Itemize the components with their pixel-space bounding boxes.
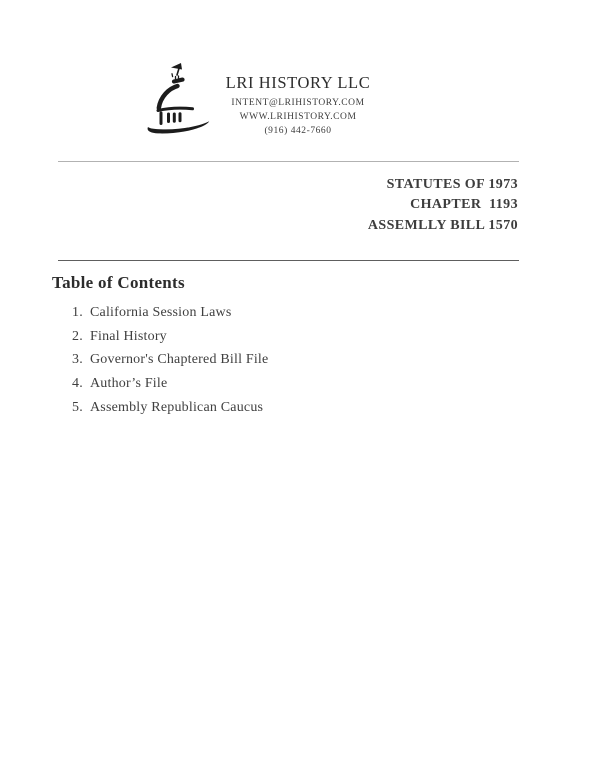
statutes-line: STATUTES OF 1973 [386, 176, 518, 192]
company-name: LRI HISTORY LLC [225, 73, 371, 92]
toc-item-label: California Session Laws [90, 305, 232, 320]
contact-info [188, 96, 408, 138]
toc-item-number: 1. [72, 305, 83, 320]
toc-heading: Table of Contents [52, 273, 185, 292]
horizontal-rule-top [58, 161, 519, 163]
toc-item-number: 4. [72, 376, 83, 392]
toc-item [72, 348, 268, 372]
toc-item-label: Author’s File [90, 376, 168, 392]
toc-item-number: 5. [72, 399, 83, 415]
toc-item [72, 372, 268, 396]
email-line: INTENT@LRIHISTORY.COM [231, 98, 365, 108]
toc-item-number: 3. [72, 352, 83, 368]
horizontal-rule-bottom [58, 260, 519, 261]
toc-item [72, 325, 268, 349]
website-line: WWW.LRIHISTORY.COM [239, 112, 357, 122]
case-reference [368, 175, 518, 237]
toc-item-label: Governor's Chaptered Bill File [90, 352, 269, 368]
toc-item-label: Assembly Republican Caucus [90, 399, 264, 415]
toc-item [72, 396, 268, 420]
phone-line: (916) 442-7660 [264, 126, 332, 136]
letterhead [188, 73, 408, 138]
toc-item-label: Final History [90, 328, 167, 344]
toc-list [72, 301, 268, 420]
bill-line: ASSEMLLY BILL 1570 [367, 217, 518, 233]
toc-item [72, 301, 268, 325]
toc-item-number: 2. [72, 328, 83, 344]
chapter-line: CHAPTER 1193 [410, 197, 518, 213]
